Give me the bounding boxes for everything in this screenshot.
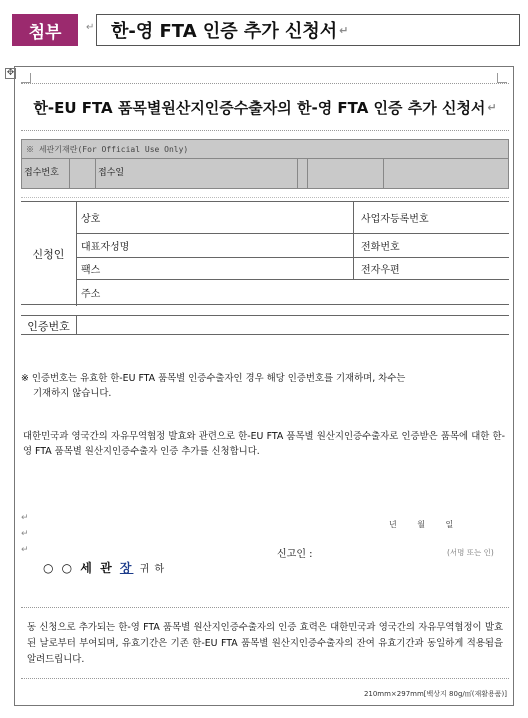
business-reg-no-label: 사업자등록번호 [361, 214, 429, 225]
applicant-table [21, 201, 509, 305]
paragraph-mark-icon: ↵ [21, 545, 29, 555]
table-row [77, 280, 509, 306]
divider [21, 197, 509, 198]
receipt-number-label: 접수번호 [24, 168, 59, 178]
phone-label: 전화번호 [361, 242, 400, 253]
paper-spec: 210mm×297mm[백상지 80g/㎡(재활용품)] [363, 690, 507, 698]
email-label: 전자우편 [361, 265, 400, 276]
header-title-box [96, 14, 520, 46]
table-row [77, 202, 509, 234]
paragraph-mark-icon: ↵ [487, 100, 497, 114]
note-line: ※ 인증번호는 유효한 한-EU FTA 품목별 인증수출자인 경우 해당 인증번호를 기재하며, 차수는 [21, 373, 406, 384]
table-move-handle-icon[interactable]: ✥ [6, 68, 15, 78]
certification-number-row [21, 315, 509, 335]
receipt-date-label: 접수일 [98, 168, 125, 178]
recipient-suffix: 귀 하 [139, 564, 166, 575]
attachment-header [12, 12, 520, 48]
form-title-row [21, 83, 509, 131]
applicant-label: 신청인 [21, 202, 77, 306]
final-notice: 동 신청으로 추가되는 한-영 FTA 품목별 원산지인증수출자의 인증 효력은 대한민국과 영국간의 자유무역협정이 발효된 날로부터 부여되며, 유효기간은 기존 한-EU FTA 품목별 원산지인증수출자의 잔여 유효기간과 동일하게 적용됨을 알려드립니다. [21, 607, 509, 679]
form-title: 한-EU FTA 품목별원산지인증수출자의 한-영 FTA 인증 추가 신청서 [33, 98, 486, 117]
divider [353, 202, 354, 233]
applicant-sign-label: 신고인 : [277, 549, 313, 560]
receipt-number-value[interactable] [70, 159, 96, 188]
receipt-number-cell[interactable] [22, 159, 70, 188]
trade-name-label: 상호 [81, 214, 101, 225]
paragraph-mark-icon: ↵ [21, 513, 29, 523]
table-row [77, 258, 509, 280]
divider [353, 258, 354, 279]
signature-hint: (서명 또는 인) [447, 548, 494, 557]
paragraph-mark-icon: ↵ [21, 529, 29, 539]
certification-number-label: 인증번호 [21, 316, 77, 335]
corner-mark-icon [497, 73, 507, 83]
fax-label: 팩스 [81, 265, 101, 276]
corner-mark-icon [21, 73, 31, 83]
address-label: 주소 [81, 289, 101, 300]
table-row [77, 234, 509, 258]
header-title: 한-영 FTA 인증 추가 신청서 [111, 21, 338, 42]
official-use-label: ※ 세관기재란(For Official Use Only) [26, 144, 189, 154]
recipient-prefix: ○ ○ 세 관 [43, 561, 114, 575]
attachment-tag: 첨부 [12, 14, 78, 46]
note-line: 기재하지 않습니다. [33, 388, 112, 399]
divider [353, 234, 354, 257]
receipt-row [21, 159, 509, 189]
receipt-spacer-cell [298, 159, 308, 188]
representative-label: 대표자성명 [81, 242, 130, 253]
recipient-title: 장 [119, 561, 134, 575]
receipt-date-cell[interactable] [96, 159, 298, 188]
date-line: 년 월 일 [389, 520, 454, 529]
official-use-band [21, 139, 509, 159]
paragraph-mark-icon: ↵ [339, 23, 349, 37]
paragraph-mark-icon: ↵ [86, 22, 95, 33]
recipient [43, 559, 165, 576]
application-statement: 대한민국과 영국간의 자유무역협정 발효와 관련으로 한-EU FTA 품목별 원산지인증수출자로 인증받은 품목에 대한 한-영 FTA 품목별 원산지인증수출자 인증 추가를 신청합니다. [23, 431, 505, 457]
application-form [14, 66, 514, 706]
certification-note [21, 371, 505, 401]
receipt-extra-cell[interactable] [308, 159, 384, 188]
